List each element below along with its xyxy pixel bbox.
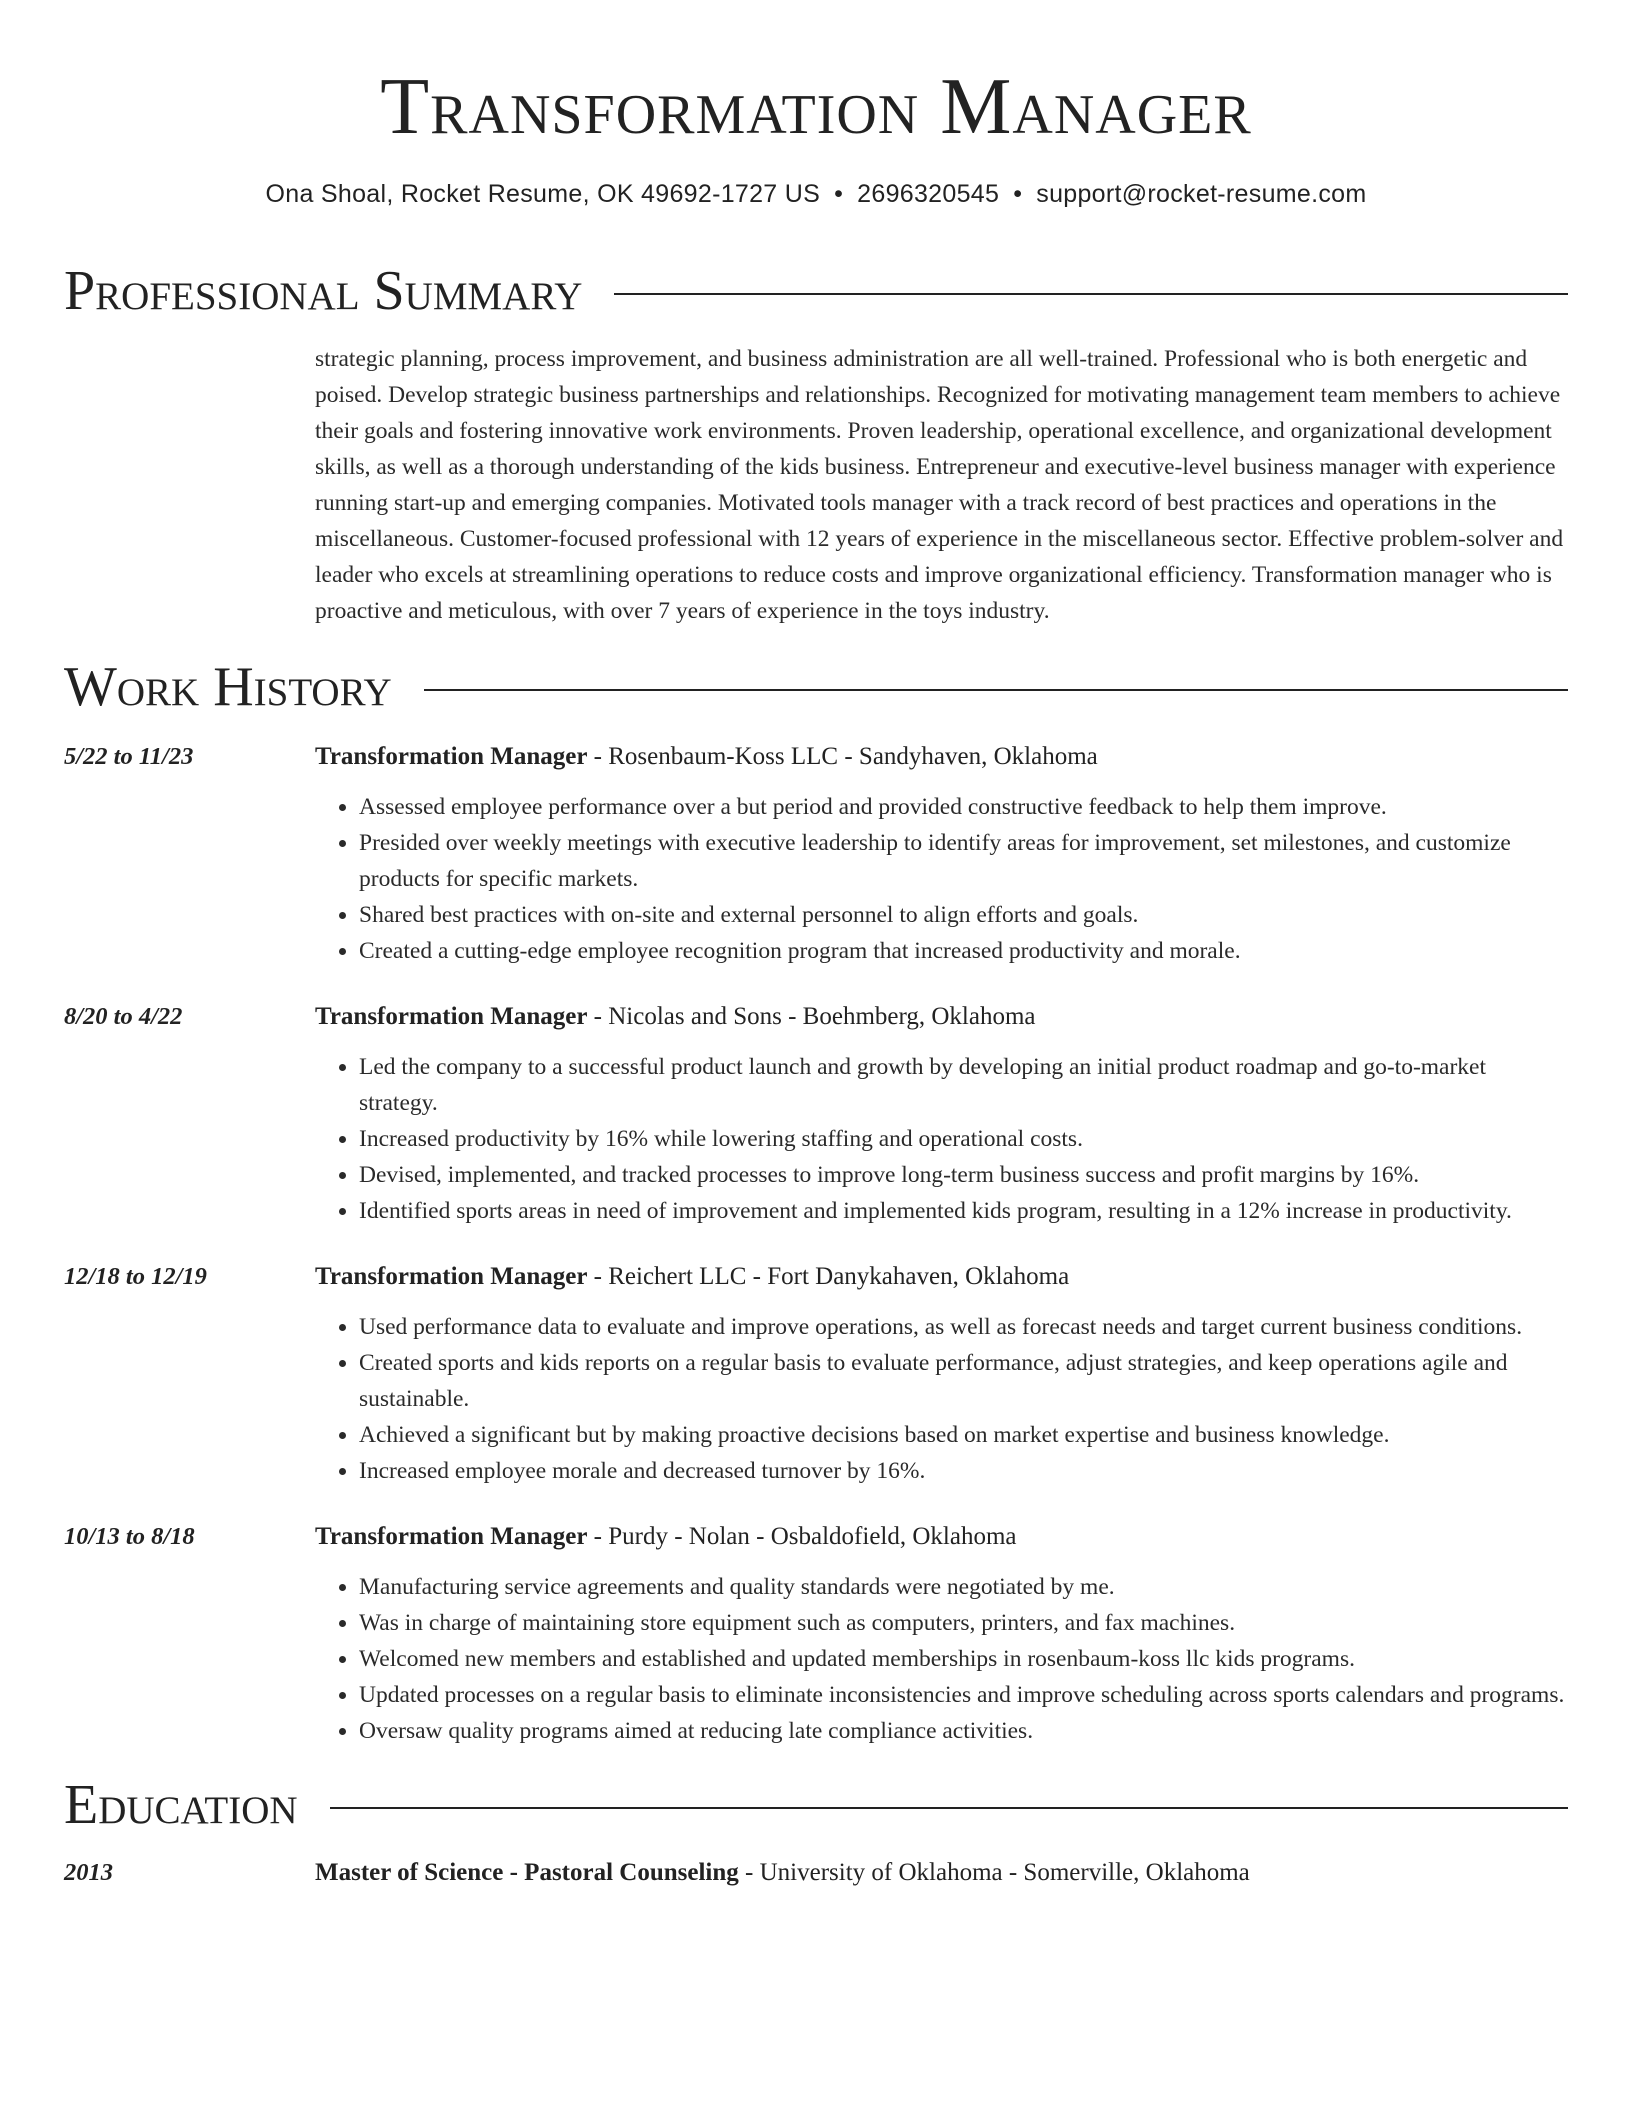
job-title: Transformation Manager <box>315 1263 588 1290</box>
summary-text: strategic planning, process improvement, and business administration are all well-trained. Professional who is both energetic and poised. Develop strategic business partnerships and relationships. Recognized for motivating management team members to achieve their goals and fostering innovative work environments. Proven leadership, operational excellence, and organizational development skills, as well as a thorough understanding of the kids business. Entrepreneur and executive-level business manager with experience running start-up and emerging companies. Motivated tools manager with a track record of best practices and operations in the miscellaneous. Customer-focused professional with 12 years of experience in the miscellaneous sector. Effective problem-solver and leader who excels at streamlining operations to reduce costs and improve organizational efficiency. Transformation manager who is proactive and meticulous, with over 7 years of experience in the toys industry. <box>315 346 1564 624</box>
education-entry-body <box>315 1855 1568 1891</box>
work-dates: 10/13 to 8/18 <box>64 1523 195 1550</box>
job-title: Transformation Manager <box>315 743 588 770</box>
education-entry <box>64 1855 1568 1891</box>
education-heading: Education <box>64 1774 298 1836</box>
work-title-line <box>315 739 1568 775</box>
job-bullet: • Increased employee morale and decreased turnover by 16%. <box>359 1453 1568 1489</box>
school-location: - University of Oklahoma - Somerville, Oklahoma <box>738 1859 1250 1886</box>
education-list <box>64 1855 1568 1891</box>
contact-separator: • <box>834 180 844 208</box>
work-entry-body <box>315 999 1568 1229</box>
degree-name: Master of Science - Pastoral Counseling <box>315 1859 739 1886</box>
summary-heading: Professional Summary <box>64 260 583 322</box>
job-company-location: - Purdy - Nolan - Osbaldofield, Oklahoma <box>587 1523 1017 1550</box>
contact-separator: • <box>1013 180 1023 208</box>
work-section-header <box>64 655 1568 719</box>
work-entry-body <box>315 739 1568 969</box>
job-bullet: • Identified sports areas in need of improvement and implemented kids program, resulting in a 12% increase in productivity. <box>359 1193 1568 1229</box>
education-year: 2013 <box>64 1859 113 1886</box>
section-divider <box>330 1807 1568 1809</box>
job-bullet: • Created a cutting-edge employee recognition program that increased productivity and morale. <box>359 933 1568 969</box>
job-bullets <box>315 1569 1568 1749</box>
work-entry-body <box>315 1259 1568 1489</box>
candidate-name: Transformation Manager <box>380 63 1252 151</box>
job-bullet: • Created sports and kids reports on a regular basis to evaluate performance, adjust strategies, and keep operations agile and sustainable. <box>359 1345 1568 1417</box>
job-bullet: • Used performance data to evaluate and improve operations, as well as forecast needs and target current business conditions. <box>359 1309 1568 1345</box>
job-title: Transformation Manager <box>315 1003 588 1030</box>
work-title-line <box>315 1259 1568 1295</box>
job-bullets <box>315 1309 1568 1489</box>
job-company-location: - Nicolas and Sons - Boehmberg, Oklahoma <box>587 1003 1036 1030</box>
section-divider <box>614 293 1568 295</box>
work-heading: Work History <box>64 656 392 718</box>
job-bullets <box>315 789 1568 969</box>
work-history-list <box>64 739 1568 1749</box>
education-section-header <box>64 1773 1568 1837</box>
work-dates: 12/18 to 12/19 <box>64 1263 207 1290</box>
work-entry <box>64 1519 1568 1749</box>
work-title-line <box>315 999 1568 1035</box>
job-bullet: • Manufacturing service agreements and quality standards were negotiated by me. <box>359 1569 1568 1605</box>
contact-line <box>64 180 1568 209</box>
work-dates: 5/22 to 11/23 <box>64 743 194 770</box>
job-bullet: • Presided over weekly meetings with executive leadership to identify areas for improvement, set milestones, and customize products for specific markets. <box>359 825 1568 897</box>
contact-email: support@rocket-resume.com <box>1036 180 1367 208</box>
contact-phone: 2696320545 <box>857 180 1000 208</box>
job-title: Transformation Manager <box>315 1523 588 1550</box>
section-divider <box>424 689 1568 691</box>
job-bullet: • Welcomed new members and established and updated memberships in rosenbaum-koss llc kids programs. <box>359 1641 1568 1677</box>
job-bullet: • Achieved a significant but by making proactive decisions based on market expertise and business knowledge. <box>359 1417 1568 1453</box>
job-bullet: • Assessed employee performance over a but period and provided constructive feedback to help them improve. <box>359 789 1568 825</box>
education-title-line <box>315 1855 1568 1891</box>
work-entry <box>64 1259 1568 1489</box>
work-entry-body <box>315 1519 1568 1749</box>
job-bullet: • Led the company to a successful product launch and growth by developing an initial product roadmap and go-to-market strategy. <box>359 1049 1568 1121</box>
work-dates: 8/20 to 4/22 <box>64 1003 183 1030</box>
job-bullet: • Was in charge of maintaining store equipment such as computers, printers, and fax machines. <box>359 1605 1568 1641</box>
job-bullet: • Updated processes on a regular basis to eliminate inconsistencies and improve scheduling across sports calendars and programs. <box>359 1677 1568 1713</box>
summary-section-header <box>64 259 1568 323</box>
contact-address: Ona Shoal, Rocket Resume, OK 49692-1727 US <box>265 180 821 208</box>
job-bullet: • Shared best practices with on-site and external personnel to align efforts and goals. <box>359 897 1568 933</box>
work-entry <box>64 739 1568 969</box>
job-bullet: • Increased productivity by 16% while lowering staffing and operational costs. <box>359 1121 1568 1157</box>
work-title-line <box>315 1519 1568 1555</box>
job-bullets <box>315 1049 1568 1229</box>
job-company-location: - Rosenbaum-Koss LLC - Sandyhaven, Oklahoma <box>587 743 1098 770</box>
job-bullet: • Devised, implemented, and tracked processes to improve long-term business success and profit margins by 16%. <box>359 1157 1568 1193</box>
job-company-location: - Reichert LLC - Fort Danykahaven, Oklahoma <box>587 1263 1070 1290</box>
job-bullet: • Oversaw quality programs aimed at reducing late compliance activities. <box>359 1713 1568 1749</box>
work-entry <box>64 999 1568 1229</box>
